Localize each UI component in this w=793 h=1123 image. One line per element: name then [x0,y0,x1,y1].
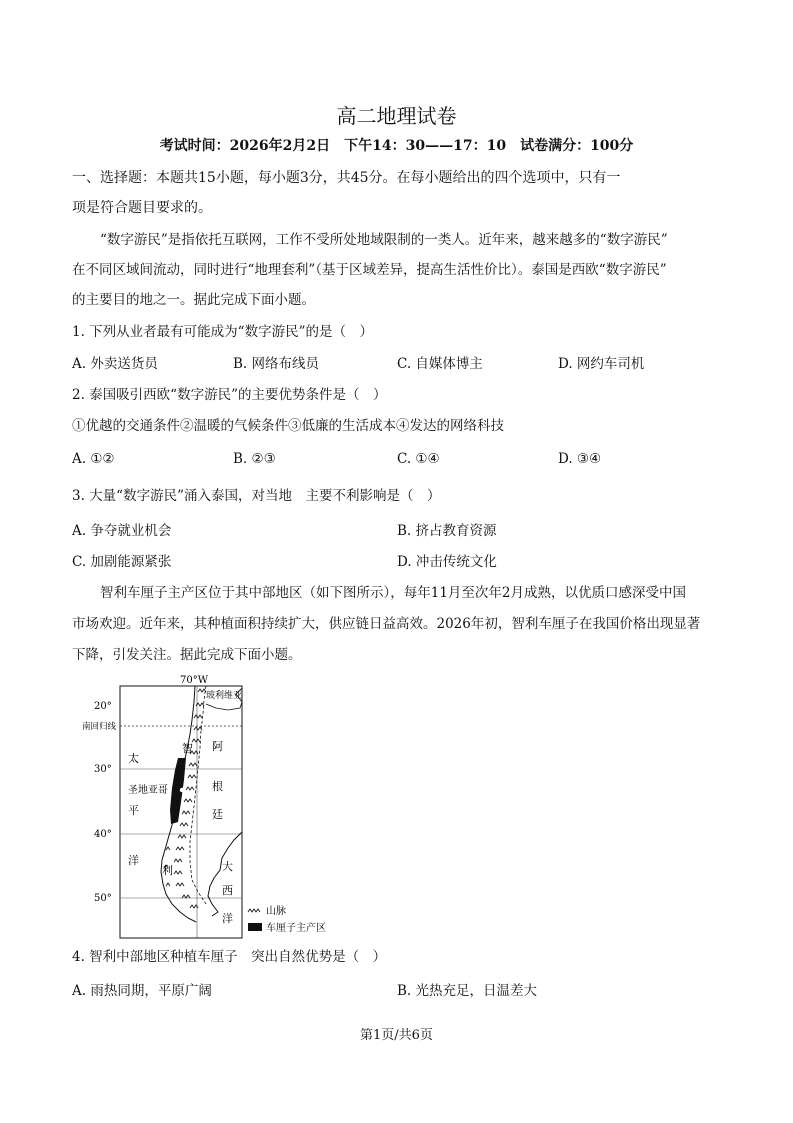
passage1-line: “数字游民”是指依托互联网，工作不受所处地域限制的一类人。近年来，越来越多的“数字游民” [100,232,668,248]
page-title: 高二地理试卷 [336,104,457,128]
legend-mountain-icon [248,909,260,912]
pacific-char-2: 平 [128,804,139,817]
q4-option-b[interactable]: B. 光热充足，日温差大 [397,983,538,999]
q3-option-b[interactable]: B. 挤占教育资源 [397,523,497,539]
q3-option-d[interactable]: D. 冲击传统文化 [397,554,497,570]
passage2-line: 下降，引发关注。据此完成下面小题。 [72,647,302,663]
legend-cherry-label: 车厘子主产区 [266,923,326,934]
q2-option-d[interactable]: D. ③④ [558,451,602,467]
q2-option-a[interactable]: A. ①② [72,451,115,467]
q3-option-c[interactable]: C. 加剧能源紧张 [72,554,172,570]
exam-info: 考试时间：2026年2月2日 下午14：30——17：10 试卷满分：100分 [159,138,634,154]
q4-stem: 4. 智利中部地区种植车厘子 突出自然优势是（ ） [72,949,387,965]
page-footer: 第1页/共6页 [360,1028,433,1043]
argentina-char-3: 廷 [212,808,223,821]
q2-stem: 2. 泰国吸引西欧“数字游民”的主要优势条件是（ ） [72,387,387,403]
bolivia-label: 玻利维亚 [206,691,243,701]
chile-map [82,672,382,942]
q4-option-a[interactable]: A. 雨热同期，平原广阔 [72,983,212,999]
lon-label: 70°W [180,675,209,686]
q2-statements: ①优越的交通条件②温暖的气候条件③低廉的生活成本④发达的网络科技 [72,418,504,434]
santiago-label: 圣地亚哥 [128,785,168,796]
q1-option-d[interactable]: D. 网约车司机 [558,356,645,372]
lat-label-30: 30° [94,764,112,775]
q1-option-b[interactable]: B. 网络布线员 [233,356,320,372]
section-heading-line2: 项是符合题目要求的。 [72,200,212,216]
passage1-line: 的主要目的地之一。据此完成下面小题。 [72,292,315,308]
lat-label-50: 50° [94,893,112,904]
passage1-line: 在不同区域间流动，同时进行“地理套利”（基于区域差异，提高生活性价比）。泰国是西欧“数字游民” [72,262,667,278]
q3-option-a[interactable]: A. 争夺就业机会 [72,523,172,539]
q2-option-c[interactable]: C. ①④ [397,451,440,467]
passage2-line: 智利车厘子主产区位于其中部地区（如下图所示），每年11月至次年2月成熟，以优质口感深受中国 [100,585,687,601]
q1-option-c[interactable]: C. 自媒体博主 [397,356,483,372]
argentina-coastline [208,832,242,916]
lat-label-40: 40° [94,829,112,840]
lat-label-tropic: 南回归线 [82,722,117,732]
atlantic-char-1: 大 [222,860,233,873]
argentina-char-2: 根 [212,780,223,793]
atlantic-char-3: 洋 [222,912,233,925]
pacific-char-1: 太 [128,752,139,765]
chile-char-2: 利 [162,864,173,877]
argentina-char-1: 阿 [212,740,223,753]
legend-mountain-label: 山脉 [266,906,286,917]
lat-label-20: 20° [94,701,112,712]
legend-cherry-icon [248,923,262,931]
q1-stem: 1. 下列从业者最有可能成为“数字游民”的是（ ） [72,324,373,340]
q1-option-a[interactable]: A. 外卖送货员 [72,356,158,372]
atlantic-char-2: 西 [222,884,233,897]
santiago-marker [180,788,184,792]
passage2-line: 市场欢迎。近年来，其种植面积持续扩大，供应链日益高效。2026年初，智利车厘子在我国价格出现显著 [72,616,701,632]
section-heading-line1: 一、选择题：本题共15小题，每小题3分，共45分。在每小题给出的四个选项中，只有一 [72,170,621,186]
q2-option-b[interactable]: B. ②③ [233,451,276,467]
chile-char-1: 智 [182,742,193,755]
pacific-char-3: 洋 [128,854,139,867]
q3-stem: 3. 大量“数字游民”涌入泰国，对当地 主要不利影响是（ ） [72,488,441,504]
